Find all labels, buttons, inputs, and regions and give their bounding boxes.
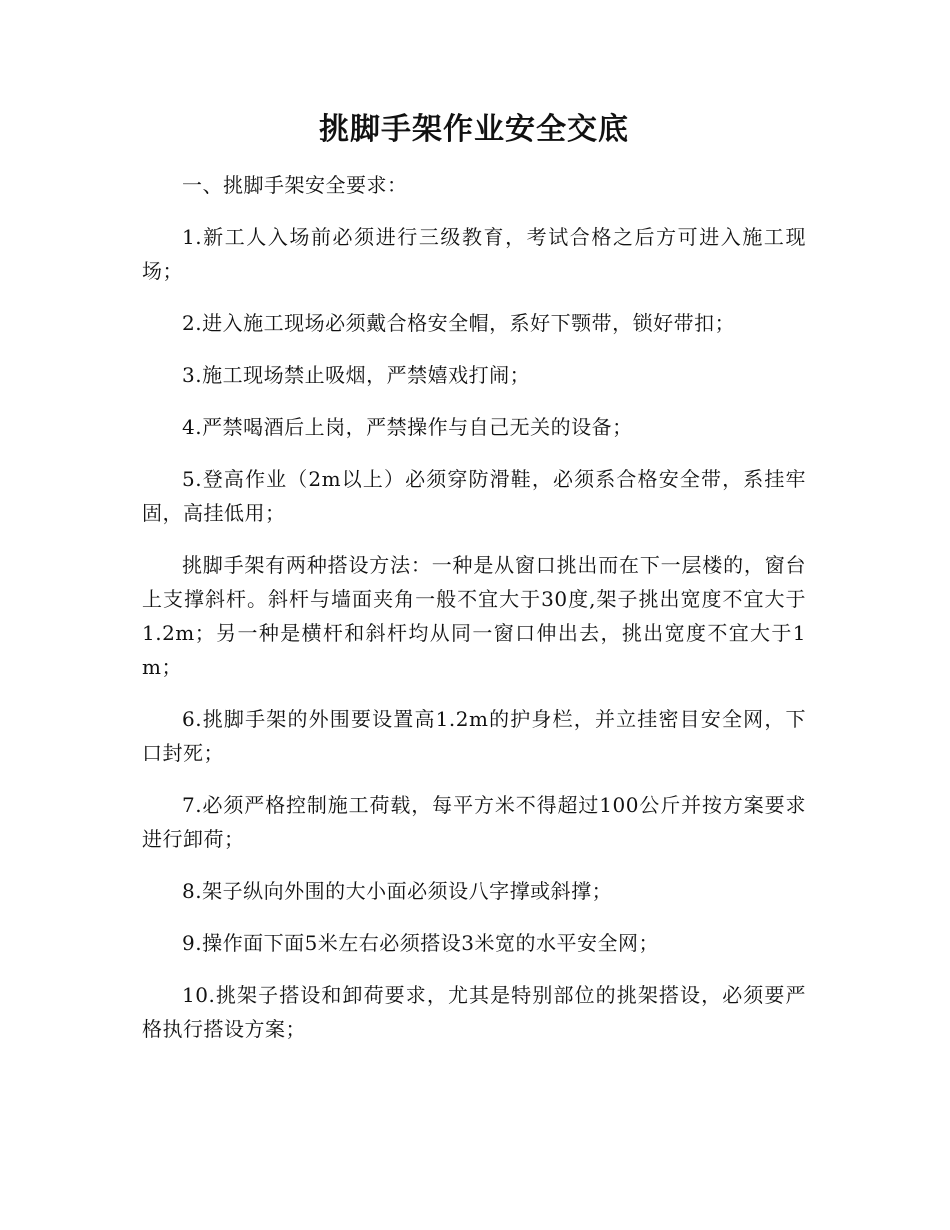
- paragraph-10: 10.挑架子搭设和卸荷要求，尤其是特别部位的挑架搭设，必须要严格执行搭设方案；: [142, 983, 806, 1041]
- paragraph-9: 9.操作面下面5米左右必须搭设3米宽的水平安全网；: [182, 931, 660, 955]
- paragraph-5: 5.登高作业（2m以上）必须穿防滑鞋，必须系合格安全带，系挂牢固，高挂低用；: [142, 467, 806, 525]
- paragraph-scaffold-methods: 挑脚手架有两种搭设方法：一种是从窗口挑出而在下一层楼的，窗台上支撑斜杆。斜杆与墙面夹角一般不宜大于30度,架子挑出宽度不宜大于1.2m；另一种是横杆和斜杆均从同一窗口伸出去，挑出宽度不宜大于1m；: [142, 553, 806, 679]
- paragraph-1: 1.新工人入场前必须进行三级教育，考试合格之后方可进入施工现场；: [142, 225, 806, 283]
- section-heading: 一、挑脚手架安全要求：: [182, 173, 408, 197]
- paragraph-4: 4.严禁喝酒后上岗，严禁操作与自己无关的设备；: [182, 415, 633, 439]
- paragraph-7: 7.必须严格控制施工荷载，每平方米不得超过100公斤并按方案要求进行卸荷；: [142, 793, 806, 851]
- paragraph-8: 8.架子纵向外围的大小面必须设八字撑或斜撑；: [182, 879, 613, 903]
- paragraph-2: 2.进入施工现场必须戴合格安全帽，系好下颚带，锁好带扣；: [182, 311, 736, 335]
- paragraph-3: 3.施工现场禁止吸烟，严禁嬉戏打闹；: [182, 363, 531, 387]
- document-title: 挑脚手架作业安全交底: [319, 112, 629, 147]
- document-page: [142, 108, 806, 1046]
- paragraph-6: 6.挑脚手架的外围要设置高1.2m的护身栏，并立挂密目安全网，下口封死；: [142, 707, 806, 765]
